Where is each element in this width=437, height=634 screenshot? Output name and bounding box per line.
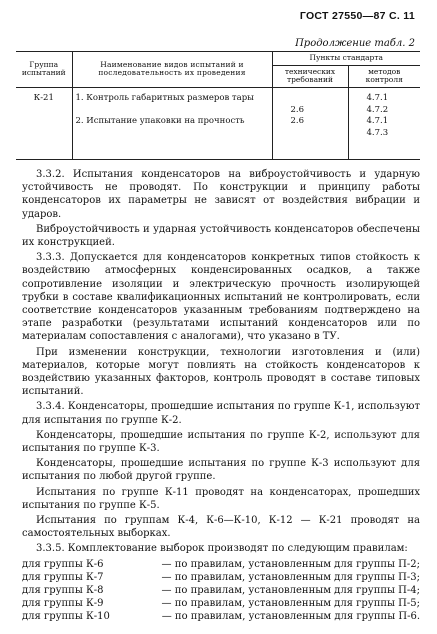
method-cell: 4.7.1: [366, 116, 389, 127]
table-row: [16, 128, 420, 159]
requirement-cell: [272, 87, 348, 104]
list-item: [22, 597, 420, 610]
test-name-cell: 1. Контроль габаритных размеров тары: [72, 87, 272, 104]
rule-text: — по правилам, установленным для группы П-4;: [161, 585, 420, 597]
paragraph: 3.3.4. Конденсаторы, прошедшие испытания по группе К-1, используют для испытания по группе К-2.: [22, 401, 420, 426]
col-header-requirements: технических требований: [272, 65, 348, 87]
rule-group: для группы К-10: [22, 611, 110, 623]
col-header-group: Группа испытаний: [16, 52, 72, 88]
page-header: ГОСТ 27550—87 С. 11: [299, 10, 415, 22]
paragraph: Конденсаторы, прошедшие испытания по группе К-3 используют для испытания по любой другой группе.: [22, 458, 420, 483]
paragraph: Конденсаторы, прошедшие испытания по группе К-2, используют для испытания по группе К-3.: [22, 429, 420, 455]
document-body: [22, 168, 420, 624]
paragraph: Испытания по группе К-11 проводят на конденсаторах, прошедших испытания по группе К-5.: [22, 486, 420, 511]
table-row: [16, 87, 420, 104]
paragraph: Виброустойчивость и ударная устойчивость конденсаторов обеспечены их конструкцией.: [22, 223, 420, 249]
paragraph: 3.3.2. Испытания конденсаторов на виброустойчивость и ударную устойчивость не проводят. По конструкции и принципу работы конденсаторов их параметры не зависят от воздействия вибрации и ударов.: [22, 169, 420, 220]
paragraph: 3.3.3. Допускается для конденсаторов конкретных типов стойкость к воздействию атмосферных конденсированных осадков, а также сопротивление изоляции и электрическую прочность изолирующей трубки в составе квалификационных испытаний не контролировать, если соответствие конденсаторов указанным требованиям подтверждено на этапе разработки (результатами испытаний конденсаторов или по материалам сопоставления с аналогами), что указано в ТУ.: [22, 252, 420, 343]
table-row: [16, 105, 420, 117]
rule-group: для группы К-7: [22, 571, 104, 583]
method-cell: 4.7.3: [348, 128, 420, 159]
rule-text: — по правилам, установленным для группы П-6.: [161, 611, 420, 623]
table-row: [16, 116, 420, 128]
list-item: [22, 610, 420, 623]
rule-text: — по правилам, установленным для группы П-5;: [161, 598, 420, 610]
list-item: [22, 584, 420, 597]
test-name-cell: 2. Испытание упаковки на прочность: [72, 116, 272, 128]
paragraph: При изменении конструкции, технологии изготовления и (или) материалов, которые могут повлиять на стойкость конденсаторов к воздействию указанных факторов, контроль проводят в составе типовых испытаний.: [22, 346, 420, 398]
paragraph: Испытания по группам К-4, К-6—К-10, К-12 — К-21 проводят на самостоятельных выборках.: [22, 515, 420, 540]
group-cell: К-21: [16, 87, 72, 104]
table-continuation-label: Продолжение табл. 2: [295, 38, 415, 49]
rule-group: для группы К-9: [22, 598, 104, 610]
tests-table: [16, 51, 420, 160]
sampling-rules-list: [22, 558, 420, 624]
rule-text: — по правилам, установленным для группы П-2;: [161, 558, 420, 570]
paragraph: 3.3.5. Комплектование выборок производят по следующим правилам:: [36, 543, 408, 555]
requirement-cell: 2.6: [272, 105, 348, 117]
col-header-methods: методов контроля: [348, 65, 420, 87]
rule-text: — по правилам, установленным для группы П-3;: [161, 571, 420, 583]
rule-group: для группы К-8: [22, 585, 104, 597]
method-cell: 4.7.2: [366, 104, 389, 115]
col-header-items: Пункты стандарта: [272, 52, 420, 66]
list-item: [22, 571, 420, 584]
rule-group: для группы К-6: [22, 558, 104, 570]
col-header-names: Наименование видов испытаний и последовательность их проведения: [72, 52, 272, 88]
list-item: [22, 558, 420, 571]
method-cell: 4.7.1: [366, 92, 389, 103]
requirement-cell: 2.6: [272, 116, 348, 128]
